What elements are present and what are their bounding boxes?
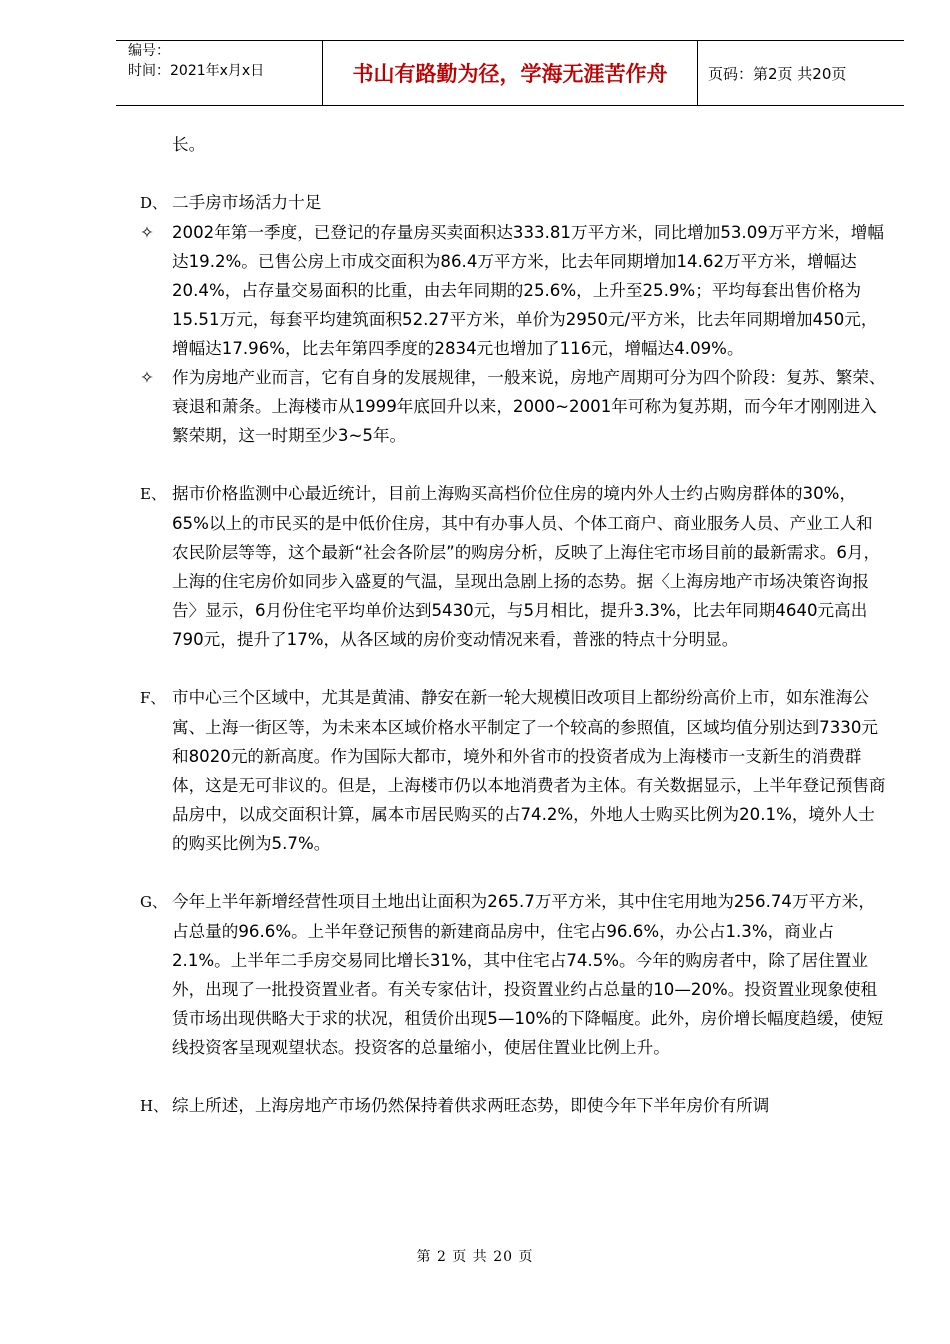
page-header xyxy=(116,40,904,106)
section-text: 综上所述，上海房地产市场仍然保持着供求两旺态势，即使今年下半年房价有所调 xyxy=(172,1096,770,1115)
bullet-item xyxy=(140,218,888,363)
section-letter: D、 xyxy=(140,194,168,212)
section-text: 据市价格监测中心最近统计，目前上海购买高档价位住房的境内外人士约占购房群体的30%，65%以上的市民买的是中低价住房，其中有办事人员、个体工商户、商业服务人员、产业工人和农民阶层等等，这个最新“社会各阶层”的购房分析，反映了上海住宅市场目前的最新需求。6月，上海的住宅房价如同步入盛夏的气温，呈现出急剧上扬的态势。据〈上海房地产市场决策咨询报告〉显示，6月份住宅平均单价达到5430元，与5月相比，提升3.3%，比去年同期4640元高出790元，提升了17%，从各区域的房价变动情况来看，普涨的特点十分明显。 xyxy=(172,484,881,649)
page-footer: 第 2 页 共 20 页 xyxy=(416,1249,534,1265)
continued-text: 长。 xyxy=(172,135,206,154)
section-g xyxy=(140,887,888,1062)
section-e xyxy=(140,479,888,654)
bullet-text: 2002年第一季度，已登记的存量房买卖面积达333.81万平方米，同比增加53.09万平方米，增幅达19.2%。已售公房上市成交面积为86.4万平方米，比去年同期增加14.62万平方米，增幅达20.4%，占存量交易面积的比重，由去年同期的25.6%，上升至25.9%；平均每套出售价格为15.51万元，每套平均建筑面积52.27平方米，单价为2950元/平方米，比去年同期增加450元，增幅达17.96%，比去年第四季度的2834元也增加了116元，增幅达4.09%。 xyxy=(172,223,884,358)
section-heading: 二手房市场活力十足 xyxy=(172,193,322,212)
section-d xyxy=(140,188,888,218)
diamond-bullet-icon: ✧ xyxy=(140,368,154,387)
section-letter: E、 xyxy=(140,485,166,503)
header-meta xyxy=(116,41,323,106)
section-text: 今年上半年新增经营性项目土地出让面积为265.7万平方米，其中住宅用地为256.74万平方米，占总量的96.6%。上半年登记预售的新建商品房中，住宅占96.6%，办公占1.3%，商业占2.1%。上半年二手房交易同比增长31%，其中住宅占74.5%。今年的购房者中，除了居住置业外，出现了一批投资置业者。有关专家估计，投资置业约占总量的10—20%。投资置业现象使租赁市场出现供略大于求的状况，租赁价出现5—10%的下降幅度。此外，房价增长幅度趋缓，使短线投资客呈现观望状态。投资客的总量缩小，使居住置业比例上升。 xyxy=(172,892,884,1057)
header-motto: 书山有路勤为径，学海无涯苦作舟 xyxy=(323,41,698,106)
section-h xyxy=(140,1091,888,1121)
diamond-bullet-icon: ✧ xyxy=(140,223,154,242)
section-letter: G、 xyxy=(140,893,167,911)
header-page-number: 页码：第2页 共20页 xyxy=(698,41,905,106)
bullet-item xyxy=(140,363,888,450)
section-letter: F、 xyxy=(140,689,166,707)
document-date-label: 时间：2021年x月x日 xyxy=(128,63,265,79)
section-letter: H、 xyxy=(140,1097,169,1115)
bullet-text: 作为房地产业而言，它有自身的发展规律，一般来说，房地产周期可分为四个阶段：复苏、繁荣、衰退和萧条。上海楼市从1999年底回升以来，2000~2001年可称为复苏期，而今年才刚刚进入繁荣期，这一时期至少3~5年。 xyxy=(172,368,886,445)
document-body xyxy=(140,130,888,1121)
section-f xyxy=(140,683,888,858)
document-number-label: 编号： xyxy=(128,43,170,59)
section-text: 市中心三个区域中，尤其是黄浦、静安在新一轮大规模旧改项目上都纷纷高价上市，如东淮海公寓、上海一街区等，为未来本区域价格水平制定了一个较高的参照值，区域均值分别达到7330元和8020元的新高度。作为国际大都市，境外和外省市的投资者成为上海楼市一支新生的消费群体，这是无可非议的。但是，上海楼市仍以本地消费者为主体。有关数据显示，上半年登记预售商品房中，以成交面积计算，属本市居民购买的占74.2%，外地人士购买比例为20.1%，境外人士的购买比例为5.7%。 xyxy=(172,688,886,853)
